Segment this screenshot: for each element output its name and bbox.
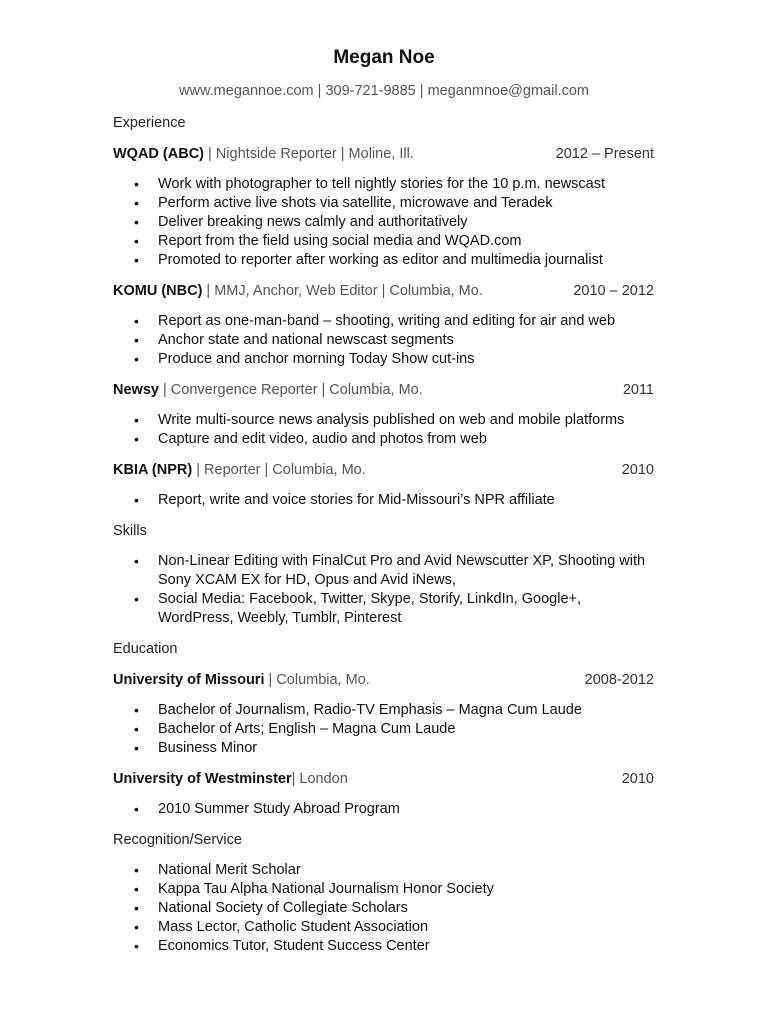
- bullet-item: • Anchor state and national newscast segments: [113, 331, 654, 350]
- entry-detail: | Nightside Reporter | Moline, Ill.: [204, 146, 414, 162]
- entry-org: Newsy: [113, 382, 159, 398]
- entry-date: 2010 – 2012: [573, 283, 654, 299]
- bullet-item: • Deliver breaking news calmly and authoritatively: [113, 213, 654, 232]
- entry-detail: | Columbia, Mo.: [264, 672, 370, 688]
- bullet-item: • Bachelor of Arts; English – Magna Cum Laude: [113, 720, 654, 739]
- entry-date: 2012 – Present: [555, 146, 654, 162]
- bullet-item: • Bachelor of Journalism, Radio-TV Emphasis – Magna Cum Laude: [113, 701, 654, 720]
- entry-header: [113, 769, 654, 789]
- resume-body: [113, 113, 654, 967]
- entry-date: 2011: [622, 382, 654, 398]
- bullet-item: • Report from the field using social media and WQAD.com: [113, 232, 654, 251]
- bullet-item: • Work with photographer to tell nightly stories for the 10 p.m. newscast: [113, 175, 654, 194]
- bullet-item: • Non-Linear Editing with FinalCut Pro and Avid Newscutter XP, Shooting with Sony XCAM EX for HD, Opus and Avid iNews,: [113, 552, 654, 590]
- entry-org: KOMU (NBC): [113, 283, 203, 299]
- bullet-list: [113, 800, 654, 819]
- bullet-item: • Write multi-source news analysis published on web and mobile platforms: [113, 411, 654, 430]
- entry-header: [113, 670, 654, 690]
- bullet-item: • 2010 Summer Study Abroad Program: [113, 800, 654, 819]
- bullet-item: • Social Media: Facebook, Twitter, Skype, Storify, LinkdIn, Google+, WordPress, Weebly, Tumblr, Pinterest: [113, 590, 654, 628]
- bullet-item: • Economics Tutor, Student Success Center: [113, 937, 654, 956]
- bullet-item: • Mass Lector, Catholic Student Association: [113, 918, 654, 937]
- section-title-skills: Skills: [113, 523, 147, 539]
- bullet-item: • Business Minor: [113, 739, 654, 758]
- entry-org: University of Westminster: [113, 771, 292, 787]
- resume-name: Megan Noe: [333, 47, 435, 68]
- entry-header: [113, 144, 654, 164]
- entry-detail: | Reporter | Columbia, Mo.: [192, 462, 366, 478]
- bullet-item: • Promoted to reporter after working as editor and multimedia journalist: [113, 251, 654, 270]
- section-title-recognition: Recognition/Service: [113, 832, 242, 848]
- section-title-education: Education: [113, 641, 178, 657]
- bullet-item: • Report, write and voice stories for Mid-Missouri’s NPR affiliate: [113, 491, 654, 510]
- bullet-item: • National Merit Scholar: [113, 861, 654, 880]
- entry-header: [113, 281, 654, 301]
- entry-header: [113, 460, 654, 480]
- bullet-list: [113, 552, 654, 628]
- bullet-list: [113, 491, 654, 510]
- bullet-list: [113, 175, 654, 270]
- entry-org: University of Missouri: [113, 672, 265, 688]
- bullet-list: [113, 411, 654, 449]
- bullet-list: [113, 701, 654, 758]
- entry-org: KBIA (NPR): [113, 462, 193, 478]
- bullet-item: • National Society of Collegiate Scholars: [113, 899, 654, 918]
- entry-date: 2010: [621, 771, 654, 787]
- bullet-item: • Produce and anchor morning Today Show cut-ins: [113, 350, 654, 369]
- entry-detail: | London: [291, 771, 348, 787]
- bullet-item: • Capture and edit video, audio and photos from web: [113, 430, 654, 449]
- contact-line: www.megannoe.com | 309-721-9885 | meganmnoe@gmail.com: [179, 83, 589, 99]
- entry-detail: | Convergence Reporter | Columbia, Mo.: [158, 382, 423, 398]
- entry-date: 2010: [621, 462, 654, 478]
- bullet-item: • Kappa Tau Alpha National Journalism Honor Society: [113, 880, 654, 899]
- entry-detail: | MMJ, Anchor, Web Editor | Columbia, Mo.: [202, 283, 483, 299]
- bullet-list: [113, 861, 654, 956]
- section-title-experience: Experience: [113, 115, 186, 131]
- entry-header: [113, 380, 654, 400]
- entry-date: 2008-2012: [584, 672, 654, 688]
- bullet-item: • Report as one-man-band – shooting, writing and editing for air and web: [113, 312, 654, 331]
- bullet-list: [113, 312, 654, 369]
- bullet-item: • Perform active live shots via satellite, microwave and Teradek: [113, 194, 654, 213]
- entry-org: WQAD (ABC): [113, 146, 205, 162]
